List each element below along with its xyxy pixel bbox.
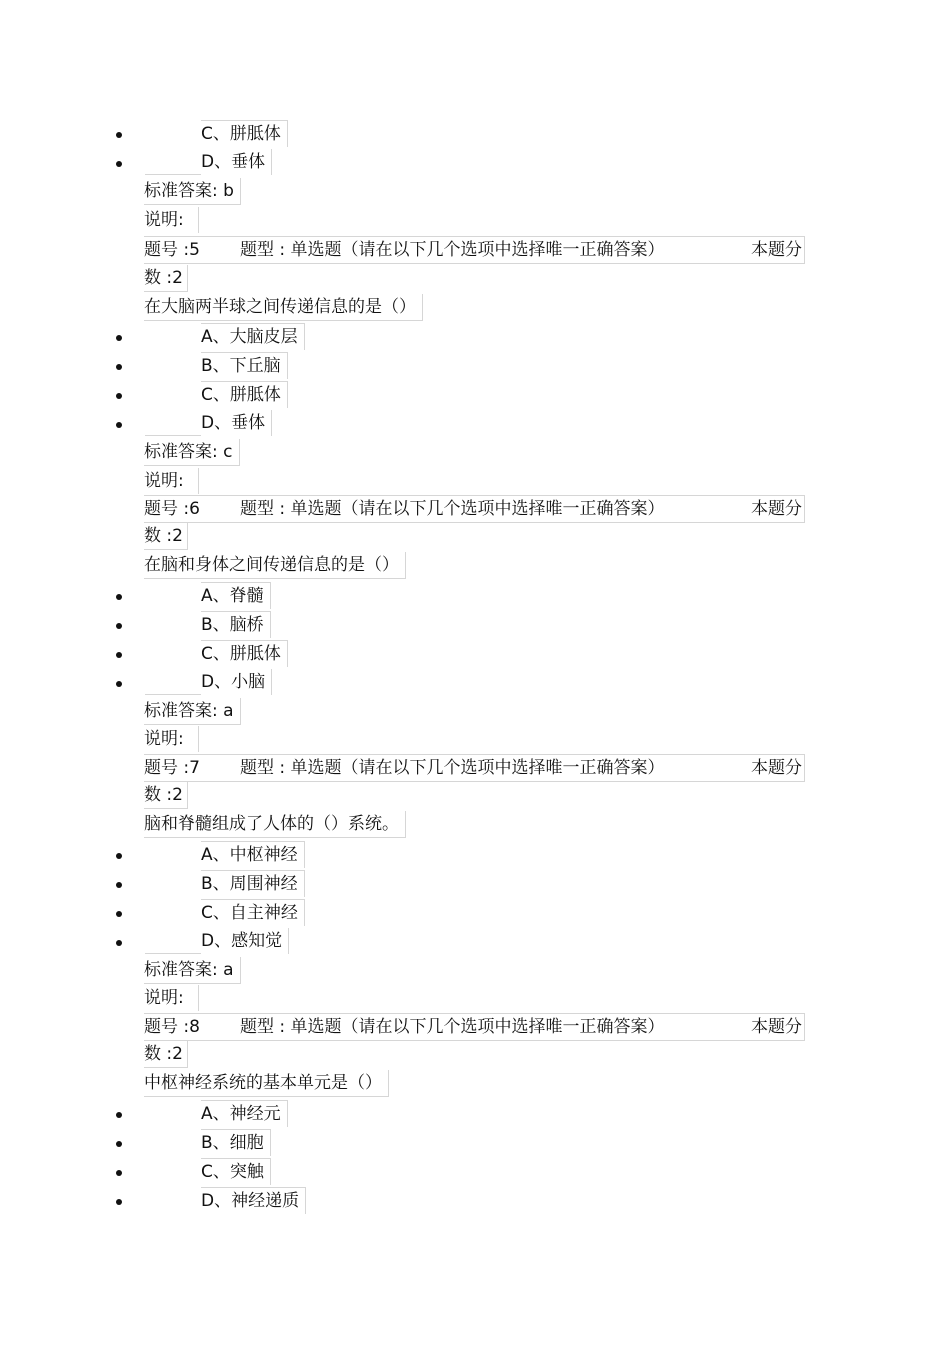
list-bullet — [116, 132, 122, 138]
answer-label: 标准答案: — [144, 181, 218, 201]
answer-value: a — [223, 960, 234, 980]
explain-label: 说明: — [144, 729, 184, 749]
list-bullet — [116, 853, 122, 859]
option-c: C、自主神经 — [201, 899, 305, 926]
option-d — [201, 149, 272, 175]
list-bullet — [116, 161, 122, 167]
question-number: 题号 :6 — [144, 499, 200, 519]
question-stem: 中枢神经系统的基本单元是（） — [144, 1070, 389, 1097]
answer-label: 标准答案: — [144, 960, 218, 980]
question-type: 题型 : 单选题（请在以下几个选项中选择唯一正确答案） — [240, 240, 665, 260]
score-value: 数 :2 — [144, 265, 188, 292]
question-type: 题型 : 单选题（请在以下几个选项中选择唯一正确答案） — [240, 758, 665, 778]
question-header-6 — [144, 495, 805, 523]
answer-value: a — [223, 701, 234, 721]
list-bullet — [116, 1199, 122, 1205]
score-value: 数 :2 — [144, 782, 188, 809]
question-stem: 在脑和身体之间传递信息的是（） — [144, 552, 406, 579]
option-c: C、胼胝体 — [201, 120, 288, 147]
option-text: D、垂体 — [201, 152, 266, 172]
answer-line — [144, 698, 241, 725]
score-label: 本题分 — [751, 1017, 802, 1037]
option-text: D、小脑 — [201, 672, 266, 692]
list-bullet — [116, 652, 122, 658]
score-label: 本题分 — [751, 499, 802, 519]
score-label: 本题分 — [751, 758, 802, 778]
answer-value: b — [223, 181, 234, 201]
answer-label: 标准答案: — [144, 701, 218, 721]
list-bullet — [116, 911, 122, 917]
option-b: B、周围神经 — [201, 870, 305, 897]
explain-line — [144, 985, 199, 1011]
explain-line — [144, 726, 199, 752]
answer-label: 标准答案: — [144, 442, 218, 462]
explain-label: 说明: — [144, 988, 184, 1008]
list-bullet — [116, 1141, 122, 1147]
option-d — [201, 410, 272, 436]
score-value: 数 :2 — [144, 523, 188, 550]
option-b: B、细胞 — [201, 1129, 271, 1156]
option-d: D、神经递质 — [201, 1187, 306, 1214]
list-bullet — [116, 364, 122, 370]
list-bullet — [116, 1112, 122, 1118]
score-label: 本题分 — [751, 240, 802, 260]
list-bullet — [116, 422, 122, 428]
explain-line — [144, 207, 199, 233]
option-b: B、下丘脑 — [201, 352, 288, 379]
score-value: 数 :2 — [144, 1041, 188, 1068]
option-a: A、神经元 — [201, 1100, 288, 1127]
list-bullet — [116, 882, 122, 888]
option-text: D、垂体 — [201, 413, 266, 433]
answer-line — [144, 957, 241, 984]
explain-line — [144, 468, 199, 494]
list-bullet — [116, 940, 122, 946]
question-number: 题号 :7 — [144, 758, 200, 778]
answer-value: c — [223, 442, 233, 462]
question-number: 题号 :8 — [144, 1017, 200, 1037]
list-bullet — [116, 335, 122, 341]
option-c: C、胼胝体 — [201, 381, 288, 408]
list-bullet — [116, 623, 122, 629]
list-bullet — [116, 393, 122, 399]
question-type: 题型 : 单选题（请在以下几个选项中选择唯一正确答案） — [240, 499, 665, 519]
option-c: C、突触 — [201, 1158, 271, 1185]
option-d — [201, 669, 272, 695]
question-type: 题型 : 单选题（请在以下几个选项中选择唯一正确答案） — [240, 1017, 665, 1037]
explain-label: 说明: — [144, 471, 184, 491]
answer-line — [144, 178, 241, 205]
question-stem: 脑和脊髓组成了人体的（）系统。 — [144, 811, 406, 838]
list-bullet — [116, 1170, 122, 1176]
option-a: A、脊髓 — [201, 582, 271, 609]
answer-line — [144, 439, 240, 466]
question-stem: 在大脑两半球之间传递信息的是（） — [144, 294, 423, 321]
list-bullet — [116, 681, 122, 687]
option-c: C、胼胝体 — [201, 640, 288, 667]
question-number: 题号 :5 — [144, 240, 200, 260]
option-d — [201, 928, 289, 954]
list-bullet — [116, 594, 122, 600]
option-a: A、中枢神经 — [201, 841, 305, 868]
explain-label: 说明: — [144, 210, 184, 230]
question-header-5 — [144, 236, 805, 264]
option-a: A、大脑皮层 — [201, 323, 305, 350]
option-b: B、脑桥 — [201, 611, 271, 638]
question-header-8 — [144, 1013, 805, 1041]
option-text: D、感知觉 — [201, 931, 283, 951]
question-header-7 — [144, 754, 805, 782]
